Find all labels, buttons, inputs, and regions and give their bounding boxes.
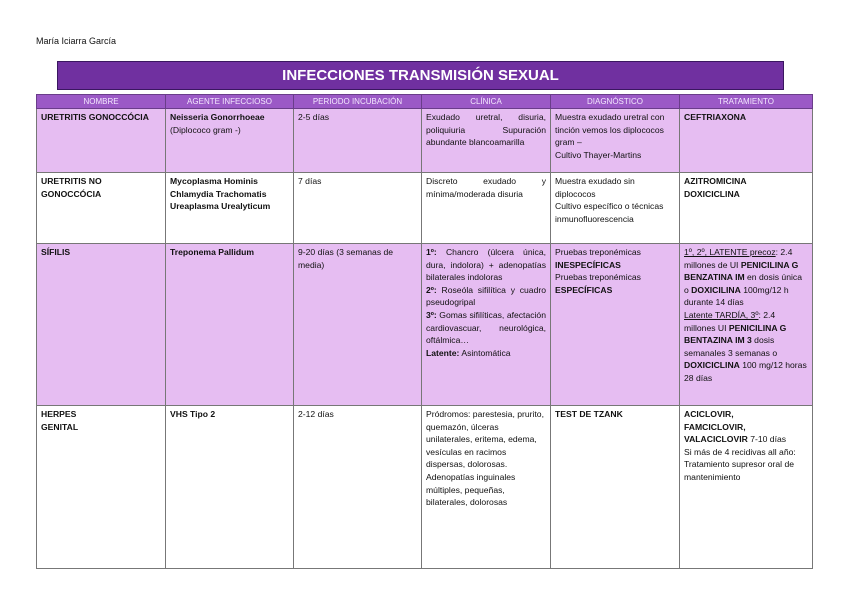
diagnostico-line: Pruebas treponémicas: [555, 272, 641, 283]
cell-diagnostico: [551, 109, 680, 173]
clinica-paragraph: Pródromos: parestesia, prurito, quemazón, úlceras unilaterales, eritema, edema, vesículas en racimos dispersas, dolorosas.: [426, 409, 544, 470]
header-diagnostico: DIAGNÓSTICO: [551, 95, 680, 109]
cell-agente: [166, 109, 294, 173]
cell-agente: VHS Tipo 2: [166, 406, 294, 569]
nombre-line: URETRITIS NO: [41, 176, 102, 186]
clinica-paragraph: Adenopatías inguinales múltiples, pequeñas, bilaterales, dolorosas: [426, 471, 516, 508]
header-nombre: NOMBRE: [37, 95, 166, 109]
clinica-heading: 2º:: [426, 284, 437, 295]
tratamiento-text: 100mg/12 h durante 14 días: [684, 284, 789, 308]
clinica-paragraph: [426, 309, 546, 347]
tratamiento-line: AZITROMICINA: [684, 176, 747, 186]
tratamiento-drug: FAMCICLOVIR,: [684, 421, 746, 432]
clinica-paragraph: [426, 347, 546, 360]
tratamiento-text: dosis semanales 3 semanas o: [684, 335, 778, 358]
cell-periodo: 9-20 días (3 semanas de media): [294, 244, 422, 406]
tratamiento-paragraph: [684, 433, 808, 446]
diagnostico-line: Cultivo Thayer-Martins: [555, 149, 642, 160]
tratamiento-underlined: 1º, 2º, LATENTE precoz: [684, 247, 776, 257]
tratamiento-paragraph: [684, 309, 808, 385]
cell-tratamiento: [680, 173, 813, 244]
tratamiento-drug: PENICILINA G BENTAZINA IM 3: [684, 322, 787, 346]
table-header-row: [37, 95, 813, 109]
tratamiento-text: 7-10 días: [747, 434, 787, 445]
agente-line: Neisseria Gonorrhoeae: [170, 112, 265, 122]
table-row: [37, 109, 813, 173]
diagnostico-line: Cultivo específico o técnicas inmunofluorescencia: [555, 201, 664, 224]
tratamiento-drug: VALACICLOVIR: [684, 434, 748, 445]
tratamiento-text: en dosis única o: [684, 272, 802, 295]
header-tratamiento: TRATAMIENTO: [680, 95, 813, 109]
table-row: [37, 173, 813, 244]
cell-periodo: 7 días: [294, 173, 422, 244]
diagnostico-line: INESPECÍFICAS: [555, 259, 621, 270]
clinica-heading: Latente:: [426, 347, 460, 358]
cell-periodo: 2-12 días: [294, 406, 422, 569]
header-periodo: PERIODO INCUBACIÓN: [294, 95, 422, 109]
agente-line: Chlamydia Trachomatis: [170, 188, 267, 199]
tratamiento-drug: ACICLOVIR,: [684, 409, 734, 419]
table-row: [37, 406, 813, 569]
clinica-text: Asintomática: [459, 347, 511, 358]
cell-nombre: URETRITIS GONOCCÓCIA: [37, 109, 166, 173]
header-clinica: CLÍNICA: [422, 95, 551, 109]
its-table: [36, 94, 813, 569]
clinica-paragraph: [426, 284, 546, 309]
document-title: INFECCIONES TRANSMISIÓN SEXUAL: [57, 61, 784, 90]
tratamiento-text: Si más de 4 recidivas all año: Tratamiento supresor oral de mantenimiento: [684, 446, 796, 482]
diagnostico-line: Muestra exudado uretral con tinción vemos los diplococos gram –: [555, 112, 665, 148]
diagnostico-line: Muestra exudado sin diplococos: [555, 176, 635, 199]
tratamiento-line: DOXICICLINA: [684, 188, 740, 199]
cell-tratamiento: [680, 406, 813, 569]
cell-clinica: Exudado uretral, disuria, poliquiuria Supuración abundante blancoamarilla: [422, 109, 551, 173]
tratamiento-drug: PENICILINA G BENZATINA IM: [684, 259, 799, 283]
tratamiento-drug: DOXICICLINA: [684, 360, 740, 371]
cell-clinica: [422, 244, 551, 406]
clinica-paragraph: [426, 246, 546, 284]
tratamiento-text: : 2.4 millones de UI: [684, 247, 793, 270]
tratamiento-text: 100 mg/12 horas 28 días: [684, 360, 807, 383]
nombre-line: HERPES: [41, 409, 77, 419]
cell-agente: [166, 173, 294, 244]
cell-clinica: [422, 406, 551, 569]
cell-diagnostico: [551, 244, 680, 406]
table-row: [37, 244, 813, 406]
tratamiento-drug: DOXICILINA: [691, 284, 741, 295]
agente-line: Mycoplasma Hominis: [170, 176, 258, 186]
cell-nombre: SÍFILIS: [37, 244, 166, 406]
author-name: María Iciarra García: [36, 36, 117, 46]
diagnostico-line: ESPECÍFICAS: [555, 284, 613, 295]
nombre-line: GONOCCÓCIA: [41, 188, 102, 199]
cell-nombre: [37, 173, 166, 244]
tratamiento-text: : 2.4 millones UI: [684, 309, 776, 333]
diagnostico-line: Pruebas treponémicas: [555, 247, 641, 257]
cell-nombre: [37, 406, 166, 569]
cell-tratamiento: [680, 244, 813, 406]
cell-tratamiento: CEFTRIAXONA: [680, 109, 813, 173]
cell-diagnostico: [551, 173, 680, 244]
clinica-text: Gomas sifilíticas, afectación cardiovascuar, neurológica, oftálmica…: [426, 309, 546, 346]
tratamiento-underlined: Latente TARDÍA, 3º: [684, 309, 759, 320]
cell-clinica: Discreto exudado y mínima/moderada disuria: [422, 173, 551, 244]
agente-line: (Diplococo gram -): [170, 124, 241, 135]
cell-periodo: 2-5 días: [294, 109, 422, 173]
cell-diagnostico: TEST DE TZANK: [551, 406, 680, 569]
clinica-heading: 1º:: [426, 247, 437, 257]
cell-agente: Treponema Pallidum: [166, 244, 294, 406]
header-agente: AGENTE INFECCIOSO: [166, 95, 294, 109]
agente-line: Ureaplasma Urealyticum: [170, 201, 271, 212]
clinica-text: Chancro (úlcera única, dura, indolora) + adenopatías bilaterales indoloras: [426, 247, 546, 283]
nombre-line: GENITAL: [41, 421, 79, 432]
clinica-heading: 3º:: [426, 309, 437, 320]
clinica-text: Roseóla sifilítica y cuadro pseudogripal: [426, 284, 546, 308]
tratamiento-paragraph: [684, 246, 808, 309]
